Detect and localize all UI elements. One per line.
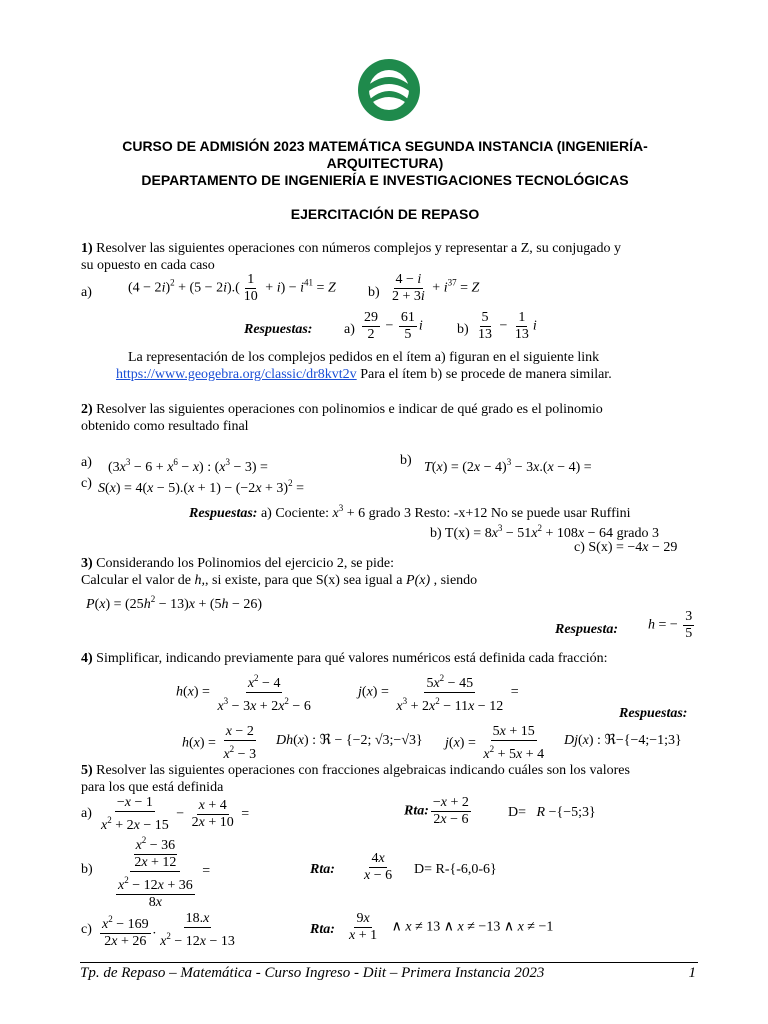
ex2-c-expression: $S(x) = 4(x - 5).(x + 1) - (-2x + 3)^2$ = — [98, 478, 304, 496]
ex1-a-expression: $(4 - 2i)^2 + (5 - 2i)$.( $\frac{1}{10}$ + $i) - i^{41} = Z$ — [128, 272, 336, 304]
ex1-note: La representación de los complejos pedidos en el ítem a) figuran en el siguiente link — [128, 350, 600, 365]
ex2-a-label: a) — [81, 455, 92, 470]
ex4-statement: 4) Simplificar, indicando previamente para qué valores numéricos está definida cada fracción: — [81, 651, 608, 666]
ex5-a-domain: D= R −{−5;3} — [508, 805, 596, 820]
ex1-statement: 1) Resolver las siguientes operaciones con números complejos y representar a Z, su conjugado y — [81, 241, 622, 256]
ex3-polynomial: $P(x) = (25h^2 - 13)x + (5h - 26)$ — [86, 594, 263, 612]
ex1-statement-2: su opuesto en cada caso — [81, 258, 215, 273]
header-line-2: ARQUITECTURA) — [326, 155, 444, 171]
ex1-b-label: b) — [368, 285, 380, 300]
ex4-h-response: h(x) = $\frac{x - 2}{x^2 - 3}$ — [182, 724, 257, 762]
ex2-b-label: b) — [400, 453, 412, 468]
ex2-resp-b: b) $T(x) = 8x^3 - 51x^2 + 108x - 64$ grado 3 — [430, 523, 659, 541]
page-number: 1 — [688, 965, 696, 981]
ex2-resp-a: Respuestas: a) Cociente: $x^3 + 6$ grado 3 Resto: -x+12 No se puede usar Ruffini — [189, 503, 631, 521]
ex5-b-rta: $\frac{4x}{x - 6}$ — [364, 851, 393, 883]
ex2-resp-c: c) S(x) = −4x − 29 — [574, 540, 678, 555]
ex4-j-domain: Dj(x) : ℜ−{−4;−1;3} — [564, 733, 682, 748]
university-logo — [356, 57, 422, 123]
ex5-b-expression: $\frac{\frac{x^2 - 36}{2x + 12}}{\frac{x^2 - 12x + 36}{8x}}$ = — [112, 832, 210, 911]
ex5-statement: 5) Resolver las siguientes operaciones con fracciones algebraicas indicando cuáles son los valores — [81, 763, 630, 778]
ex2-c-label: c) — [81, 476, 92, 491]
ex2-a-expression: $(3x^3 - 6 + x^6 - x)$ : $(x^3 - 3)$ = — [108, 457, 268, 475]
ex5-a-label: a) — [81, 806, 92, 821]
ex1-resp-b-label: b) — [457, 322, 469, 337]
ex5-b-domain: D= R-{-6,0-6} — [414, 862, 497, 877]
ex1-a-label: a) — [81, 285, 92, 300]
ex4-j-expression: j(x) = $\frac{5x^2 - 45}{x^3 + 2x^2 - 11x - 12}$ = — [358, 670, 519, 715]
footer-text: Tp. de Repaso – Matemática - Curso Ingreso - Diit – Primera Instancia 2023 — [80, 965, 545, 981]
ex1-b-expression: $\frac{4 - i}{2 + 3i}$ + $i^{37} = Z$ — [392, 272, 480, 304]
ex5-c-label: c) — [81, 922, 92, 937]
ex4-h-expression: h(x) = $\frac{x^2 - 4}{x^3 - 3x + 2x^2 - 6}$ — [176, 670, 315, 715]
ex3-response: h = − $\frac{3}{5}$ — [648, 609, 693, 641]
ex2-statement-2: obtenido como resultado final — [81, 419, 249, 434]
ex2-b-expression: $T(x) = (2x - 4)^3 - 3x.(x - 4)$ = — [424, 457, 592, 475]
ex1-resp-a: $\frac{29}{2}$ − $\frac{61}{5}$ i — [364, 310, 423, 342]
ex5-statement-2: para los que está definida — [81, 780, 224, 795]
ex4-j-response: j(x) = $\frac{5x + 15}{x^2 + 5x + 4}$ — [445, 724, 545, 762]
ex3-response-label: Respuesta: — [555, 622, 618, 637]
ex3-statement-2: Calcular el valor de h,, si existe, para que S(x) sea igual a P(x) , siendo — [81, 573, 478, 588]
header-line-1: CURSO DE ADMISIÓN 2023 MATEMÁTICA SEGUNDA INSTANCIA (INGENIERÍA- — [122, 138, 648, 154]
ex5-c-expression: $\frac{x^2 - 169}{2x + 26}$ . $\frac{18.x}{x^2 - 12x - 13}$ — [102, 911, 235, 949]
geogebra-link[interactable]: https://www.geogebra.org/classic/dr8kvt2v — [116, 367, 357, 382]
page-footer — [80, 962, 698, 982]
header-line-3: DEPARTAMENTO DE INGENIERÍA E INVESTIGACIONES TECNOLÓGICAS — [141, 172, 629, 188]
ex4-h-domain: Dh(x) : ℜ − {−2; √3;−√3} — [276, 733, 423, 748]
ex5-c-rta-label: Rta: — [310, 922, 335, 937]
ex5-a-expression: $\frac{-x - 1}{x^2 + 2x - 15}$ − $\frac{x + 4}{2x + 10}$ = — [101, 795, 250, 833]
ex5-c-rta: $\frac{9x}{x + 1}$ ∧ x ≠ 13 ∧ x ≠ −13 ∧ x ≠ −1 — [349, 911, 554, 943]
ex1-note-2: https://www.geogebra.org/classic/dr8kvt2v Para el ítem b) se procede de manera similar. — [116, 367, 612, 382]
ex1-resp-b: $\frac{5}{13}$ − $\frac{1}{13}$ i — [478, 310, 537, 342]
ex5-b-rta-label: Rta: — [310, 862, 335, 877]
ex1-responses-label: Respuestas: — [244, 322, 313, 337]
ex1-resp-a-label: a) — [344, 322, 355, 337]
ex2-statement: 2) Resolver las siguientes operaciones con polinomios e indicar de qué grado es el polinomio — [81, 402, 603, 417]
ex5-b-label: b) — [81, 862, 93, 877]
ex4-responses-label: Respuestas: — [619, 706, 688, 721]
ex5-a-rta: Rta: $\frac{-x + 2}{2x - 6}$ — [404, 795, 469, 827]
section-subtitle: EJERCITACIÓN DE REPASO — [290, 206, 480, 222]
ex3-statement: 3) Considerando los Polinomios del ejercicio 2, se pide: — [81, 556, 395, 571]
